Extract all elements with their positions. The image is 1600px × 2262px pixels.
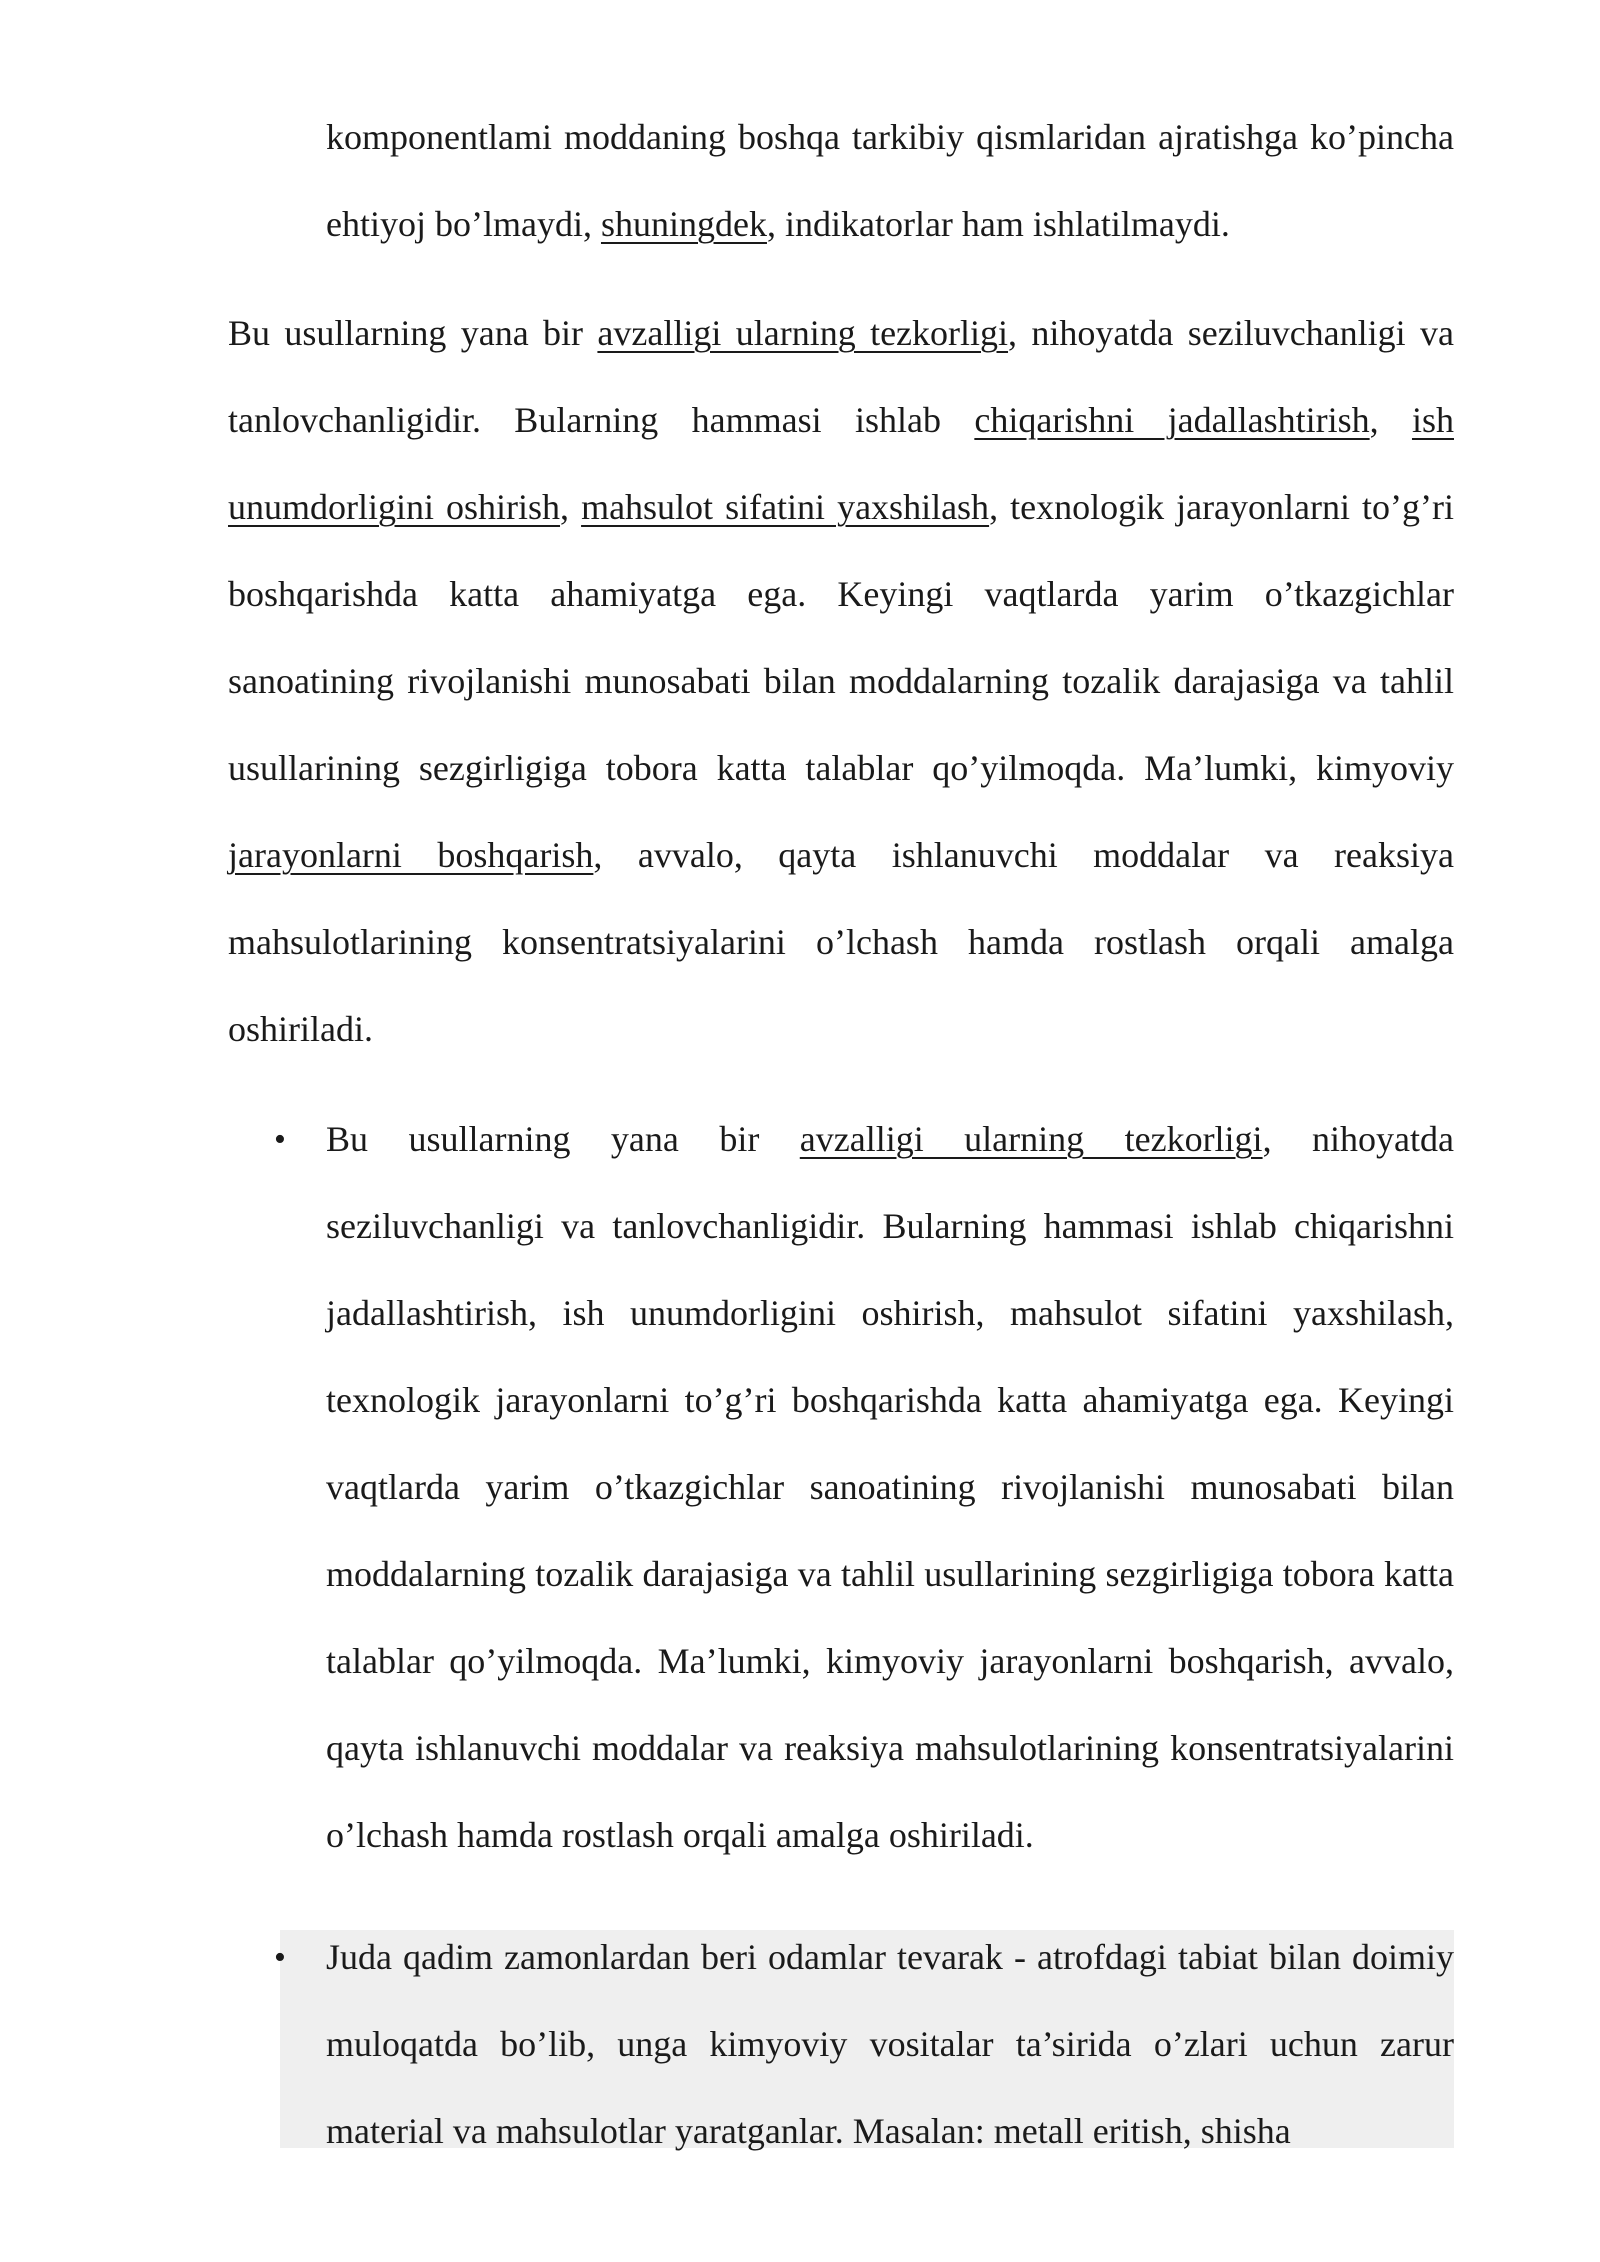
underlined-term: mahsulot sifatini yaxshilash bbox=[581, 487, 990, 527]
underlined-term: avzalligi ularning tezkorligi bbox=[597, 313, 1009, 353]
underlined-term: avzalligi ularning tezkorligi bbox=[799, 1119, 1263, 1159]
bullet-marker: • bbox=[274, 1121, 286, 1158]
bullet-marker: • bbox=[274, 1939, 286, 1976]
text-run: , bbox=[560, 487, 582, 527]
underlined-term: chiqarishni jadallashtirish bbox=[974, 400, 1370, 440]
text-run: Bu usullarning yana bir bbox=[326, 1119, 800, 1159]
underlined-term: jarayonlarni boshqarish bbox=[228, 835, 594, 875]
text-run: , avvalo, qayta ishlanuvchi moddalar va reaksiya mahsulotlarining konsentratsiyalarini o’lchash hamda rostlash orqali amalga oshiriladi. bbox=[228, 835, 1454, 1049]
text-run: Juda qadim zamonlardan beri odamlar tevarak - atrofdagi tabiat bilan doimiy muloqatda bo’lib, unga kimyoviy vositalar ta’sirida o’zlari uchun zarur material va mahsulotlar yaratganlar. Masalan: metall eritish, shisha bbox=[326, 1937, 1454, 2151]
underlined-term: shuningdek bbox=[600, 204, 767, 244]
text-run: , nihoyatda seziluvchanligi va tanlovchanligidir. Bularning hammasi ishlab chiqarishni jadallashtirish, ish unumdorligini oshirish, mahsulot sifatini yaxshilash, texnologik jarayonlarni to’g’ri boshqarishda katta ahamiyatga ega. Keyingi vaqtlarda yarim o’tkazgichlar sanoatining rivojlanishi munosabati bilan moddalarning tozalik darajasiga va tahlil usullarining sezgirligiga tobora katta talablar qo’yilmoqda. Ma’lumki, kimyoviy jarayonlarni boshqarish, avvalo, qayta ishlanuvchi moddalar va reaksiya mahsulotlarining konsentratsiyalarini o’lchash hamda rostlash orqali amalga oshiriladi. bbox=[326, 1119, 1454, 1855]
text-run: , nihoyatda seziluvchanligi va tanlovchanligidir. Bularning hammasi ishlab bbox=[228, 313, 1455, 440]
text-run: , texnologik jarayonlarni to’g’ri boshqarishda katta ahamiyatga ega. Keyingi vaqtlarda yarim o’tkazgichlar sanoatining rivojlanishi munosabati bilan moddalarning tozalik darajasiga va tahlil usullarining sezgirligiga tobora katta talablar qo’yilmoqda. Ma’lumki, kimyoviy bbox=[228, 487, 1454, 788]
bullet-paragraph-2 bbox=[326, 1914, 1454, 2175]
text-run: komponentlami moddaning boshqa tarkibiy qismlaridan ajratishga ko’pincha ehtiyoj bo’lmaydi, bbox=[326, 117, 1454, 244]
continued-paragraph bbox=[326, 94, 1454, 268]
body-paragraph bbox=[228, 290, 1454, 1073]
text-run: , bbox=[1369, 400, 1412, 440]
text-run: , indikatorlar ham ishlatilmaydi. bbox=[766, 204, 1230, 244]
text-run: Bu usullarning yana bir bbox=[228, 313, 598, 353]
underlined-term: ish unumdorligini oshirish bbox=[228, 400, 1454, 527]
bullet-paragraph-1 bbox=[326, 1096, 1454, 1879]
